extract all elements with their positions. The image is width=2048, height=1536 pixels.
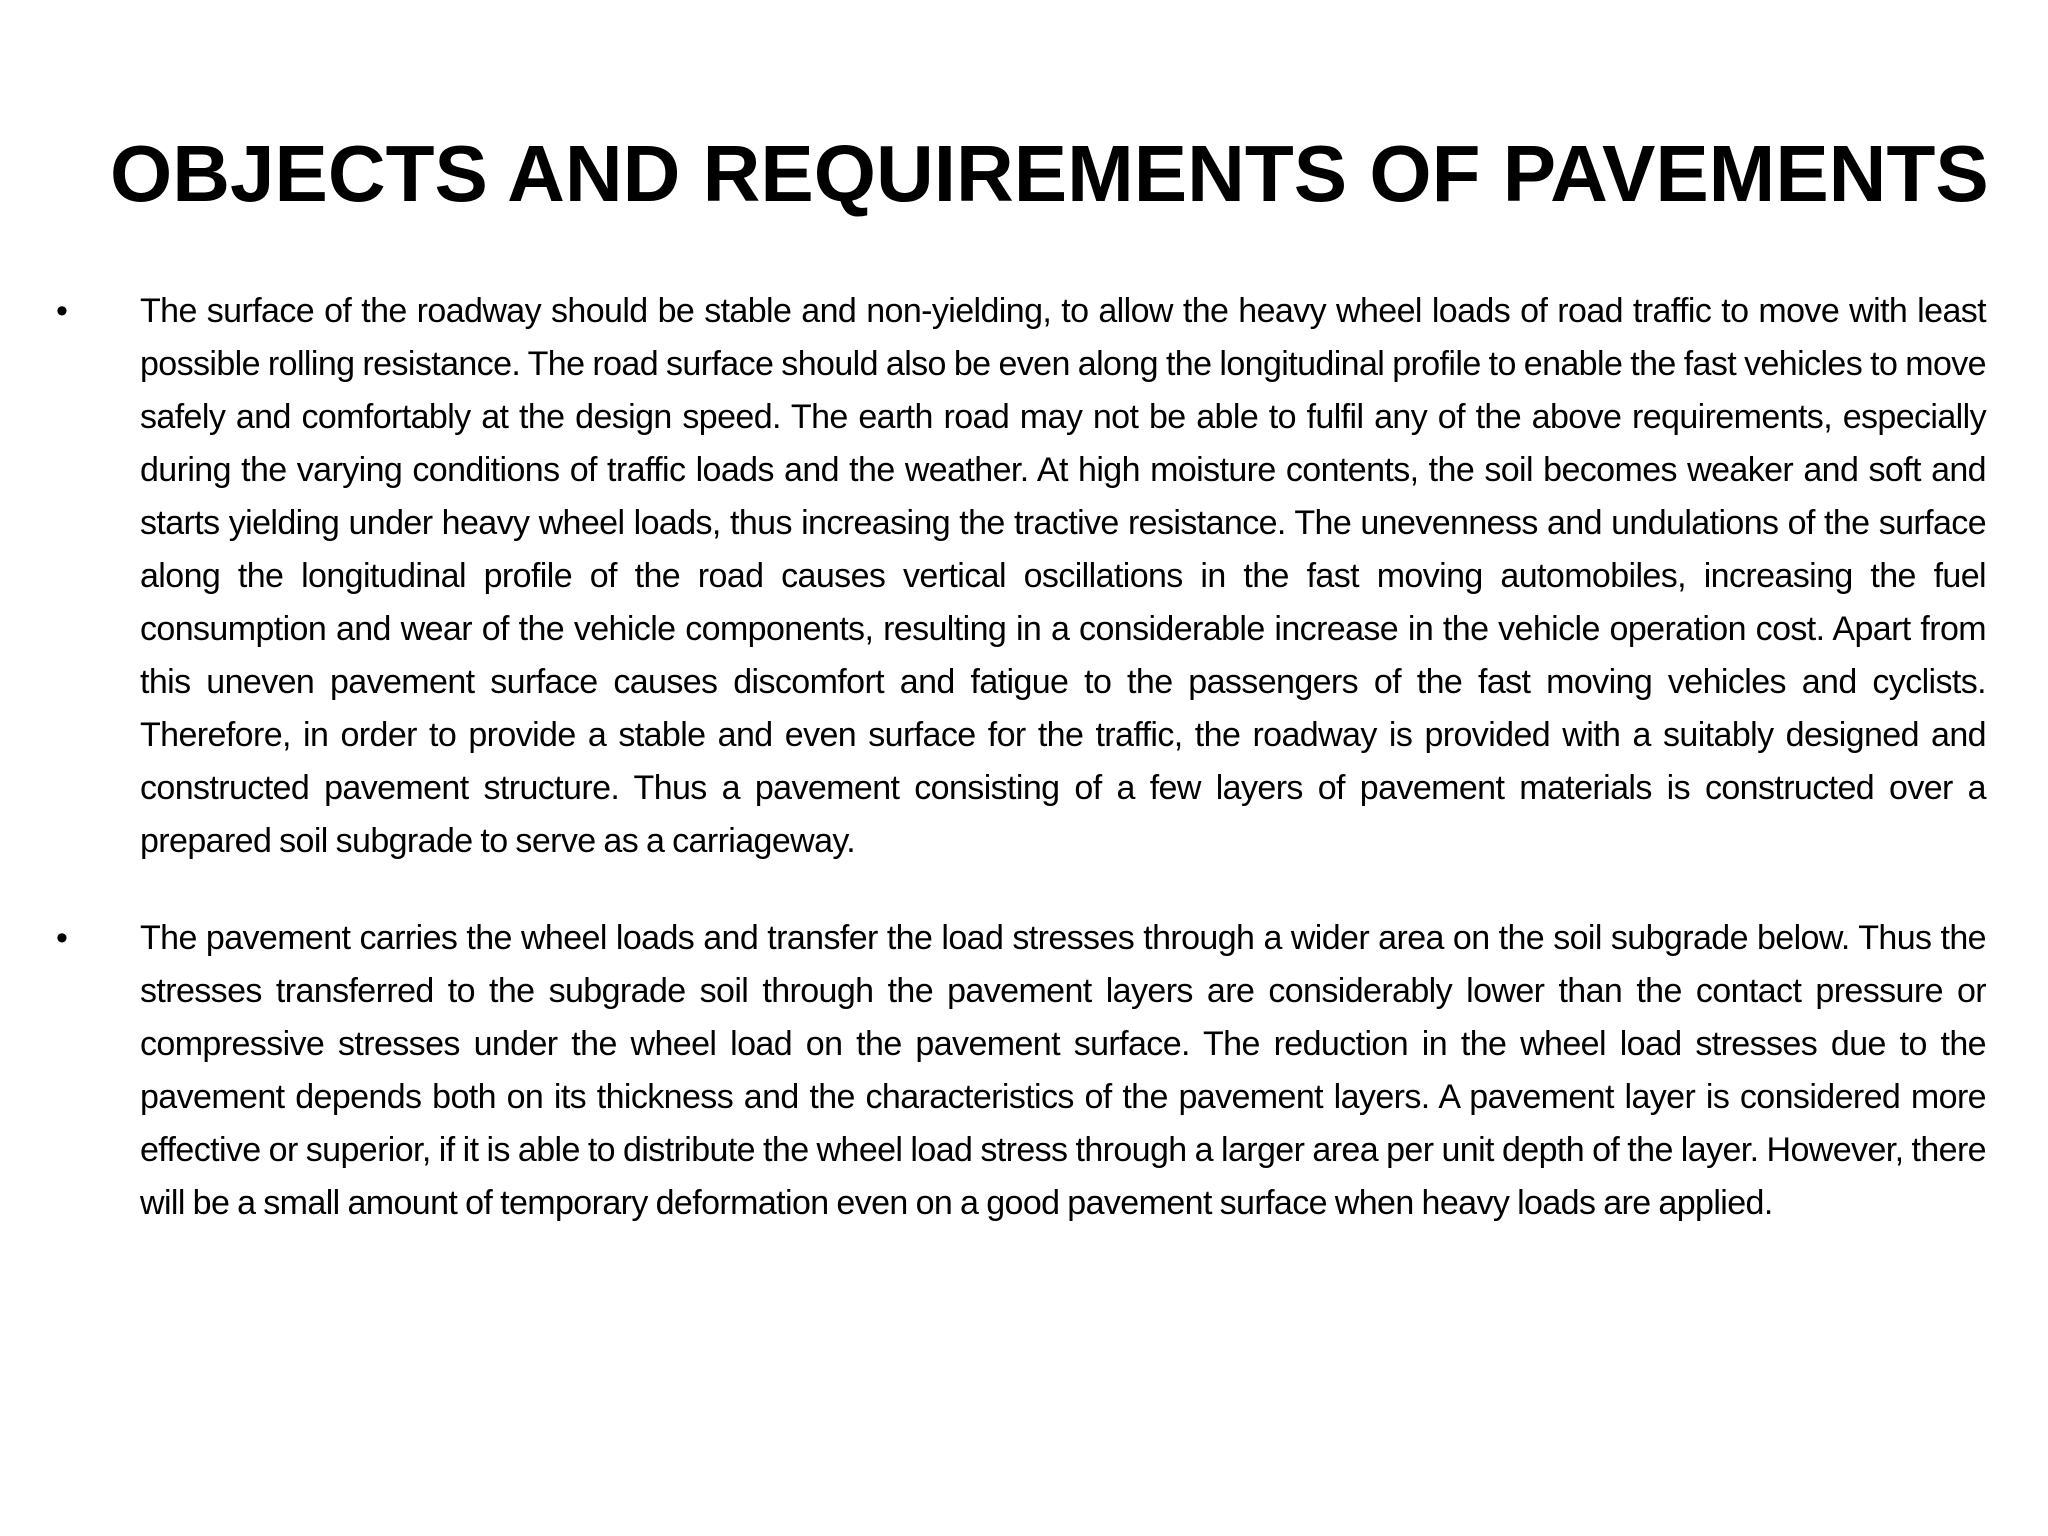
bullet-text-1: The surface of the roadway should be stable and non-yielding, to allow the heavy wheel loads of road traffic to move with least possible rolling resistance. The road surface should also be even along the longitudinal profile to enable the fast vehicles to move safely and comfortably at the design speed. The earth road may not be able to fulfil any of the above requirements, especially during the varying conditions of traffic loads and the weather. At high moisture contents, the soil becomes weaker and soft and starts yielding under heavy wheel loads, thus increasing the tractive resistance. The unevenness and undulations of the surface along the longitudinal profile of the road causes vertical oscillations in the fast moving automobiles, increasing the fuel consumption and wear of the vehicle components, resulting in a considerable increase in the vehicle operation cost. Apart from this uneven pavement surface causes discomfort and fatigue to the passengers of the fast moving vehicles and cyclists. Therefore, in order to provide a stable and even surface for the traffic, the roadway is provided with a suitably designed and constructed pavement structure. Thus a pavement consisting of a few layers of pavement materials is constructed over a prepared soil subgrade to serve as a carriageway. bbox=[140, 292, 1986, 860]
slide-title: OBJECTS AND REQUIREMENTS OF PAVEMENTS bbox=[110, 129, 1989, 218]
bullet-text-2: The pavement carries the wheel loads and transfer the load stresses through a wider area on the soil subgrade below. Thus the stresses transferred to the subgrade soil through the pavement layers are considerably lower than the contact pressure or compressive stresses under the wheel load on the pavement surface. The reduction in the wheel load stresses due to the pavement depends both on its thickness and the characteristics of the pavement layers. A pavement layer is considered more effective or superior, if it is able to distribute the wheel load stress through a larger area per unit depth of the layer. However, there will be a small amount of temporary deformation even on a good pavement surface when heavy loads are applied. bbox=[140, 919, 1986, 1222]
bullet-item-2 bbox=[56, 912, 1986, 1230]
bullet-marker: • bbox=[56, 292, 68, 330]
bullet-item-1 bbox=[56, 285, 1986, 868]
bullet-marker: • bbox=[56, 919, 68, 957]
bullet-list bbox=[56, 285, 1986, 1274]
